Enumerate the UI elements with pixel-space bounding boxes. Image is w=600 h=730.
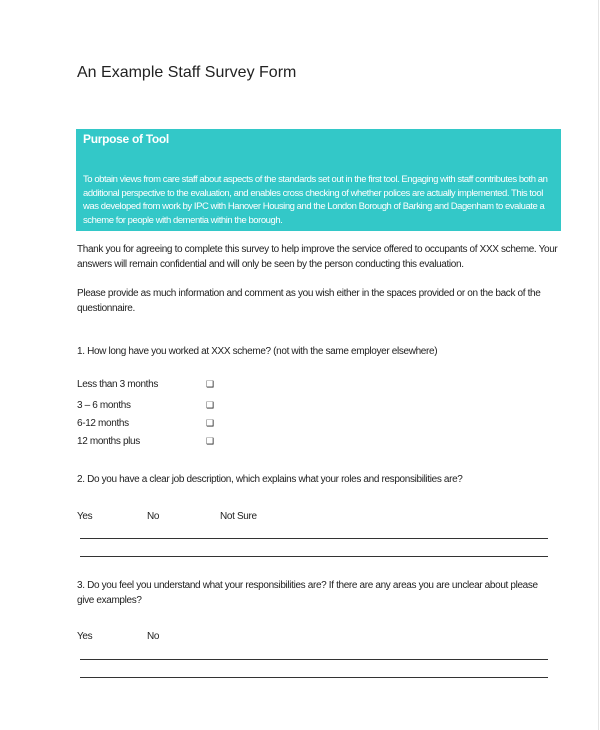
answer-line[interactable]: [80, 677, 548, 678]
question-2: 2. Do you have a clear job description, which explains what your roles and responsibilities are?: [77, 474, 463, 485]
instructions-paragraph: Please provide as much information and comment as you wish either in the spaces provided or on the back of the questionnaire.: [77, 288, 541, 314]
option-not-sure[interactable]: Not Sure: [220, 511, 257, 522]
answer-line[interactable]: [80, 538, 548, 539]
option-label: 3 – 6 months: [77, 400, 131, 411]
option-no[interactable]: No: [147, 511, 160, 522]
purpose-box: [76, 129, 561, 231]
answer-line[interactable]: [80, 659, 548, 660]
checkbox[interactable]: ❑: [206, 379, 215, 389]
option-yes[interactable]: Yes: [77, 511, 93, 522]
purpose-heading: Purpose of Tool: [83, 132, 169, 146]
intro-paragraph: Thank you for agreeing to complete this survey to help improve the service offered to occupants of XXX scheme. Your answers will remain confidential and will only be seen by the person conducting this evaluation.: [77, 244, 558, 270]
page-title: An Example Staff Survey Form: [77, 64, 297, 81]
question-3: 3. Do you feel you understand what your responsibilities are? If there are any areas you are unclear about please give examples?: [77, 580, 538, 606]
option-no[interactable]: No: [147, 631, 160, 642]
option-label: 12 months plus: [77, 436, 140, 447]
question-1: 1. How long have you worked at XXX scheme? (not with the same employer elsewhere): [77, 346, 438, 357]
checkbox[interactable]: ❑: [206, 418, 215, 428]
answer-line[interactable]: [80, 556, 548, 557]
option-label: 6-12 months: [77, 418, 129, 429]
purpose-text: To obtain views from care staff about aspects of the standards set out in the first tool. Engaging with staff contributes both an additional perspective to the evaluation, and enables cross checking of whether polices are actually implemented. This tool was developed from work by IPC with Hanover Housing and the London Borough of Barking and Dagenham to evaluate a scheme for people with dementia within the borough.: [83, 174, 548, 226]
option-yes[interactable]: Yes: [77, 631, 93, 642]
checkbox[interactable]: ❑: [206, 400, 215, 410]
option-label: Less than 3 months: [77, 379, 158, 390]
checkbox[interactable]: ❑: [206, 436, 215, 446]
